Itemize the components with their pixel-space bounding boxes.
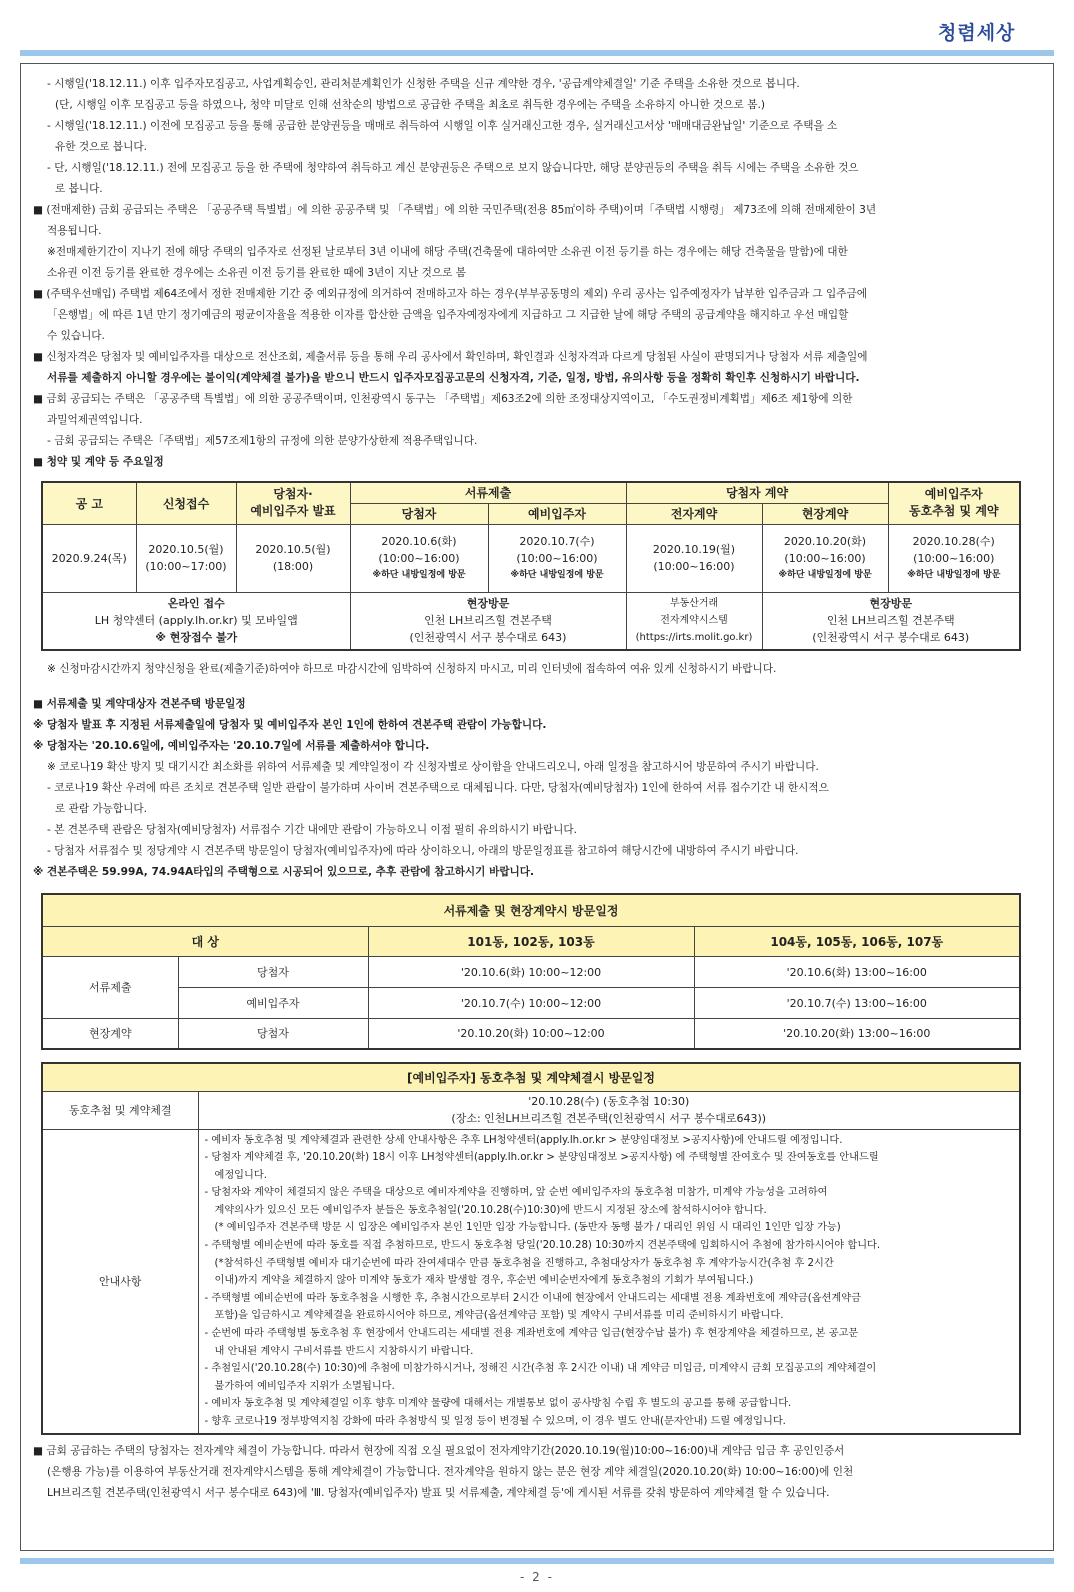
place-visit-title: 현장방문 (466, 597, 510, 611)
place-online-site: LH 청약센터 (apply.lh.or.kr) 및 모바일앱 (94, 614, 298, 628)
place-e-contract (626, 592, 762, 650)
text-line: - 시행일('18.12.11.) 이후 입주자모집공고, 사업계획승인, 관리처분계획인가 신청한 주택을 신규 계약한 경우, '공급계약체결일' 기준 주택을 소유한 것으로 봅니다. (47, 78, 800, 90)
text-line: LH브리즈힐 견본주택(인천광역시 서구 봉수대로 643)에 'Ⅲ. 당첨자(예비입주자) 발표 및 서류제출, 계약체결 등'에 게시된 서류를 갖춰 방문하여 계약체결 할 수 있습니다. (47, 1486, 830, 1499)
date-contract-site-note: ※하단 내방일정에 방문 (778, 569, 872, 580)
place-visit2-name: 인천 LH브리즈힐 견본주택 (826, 614, 955, 628)
text-line: - 단, 시행일('18.12.11.) 전에 모집공고 등을 한 주택에 청약하여 취득하고 계신 분양권등은 주택으로 보지 않습니다만, 해당 분양권등의 주택을 취득 시에는 주택을 소유한 것으 (47, 162, 859, 174)
integrity-logo (938, 18, 1048, 48)
date-apply (136, 524, 236, 592)
date-reserve-note: ※하단 내방일정에 방문 (907, 569, 1001, 580)
visit-sub: 예비입주자 (178, 987, 368, 1018)
text-line: 내 안내된 계약시 구비서류를 반드시 지참하시기 바랍니다. (214, 1345, 474, 1357)
date-winner-time: (18:00) (272, 560, 314, 573)
place-visit (350, 592, 626, 650)
date-docs-reserve-day: 2020.10.7(수) (519, 534, 595, 548)
page-number: - 2 - (520, 1570, 554, 1584)
date-apply-day: 2020.10.5(월) (148, 543, 224, 556)
date-winner (236, 524, 350, 592)
table-row (42, 1018, 1020, 1049)
visit-cat-docs: 서류제출 (42, 956, 178, 1018)
col-contract: 당첨자 계약 (626, 482, 888, 503)
date-contract-e-day: 2020.10.19(월) (652, 543, 736, 556)
text-line: - 주택형별 예비순번에 따라 동호추첨을 시행한 후, 추첨시간으로부터 2시간 이내에 현장에서 안내드리는 세대별 전용 계좌번호에 계약금(옵션계약금 (204, 1292, 861, 1304)
visit-schedule-table (41, 893, 1021, 1050)
text-line: - 추첨일시('20.10.28(수) 10:30)에 추첨에 미참가하시거나, 정해진 시간(추첨 후 2시간 이내) 내 계약금 미입금, 미계약시 금회 모집공고의 계약체결이 (204, 1363, 877, 1375)
visit-sub: 당첨자 (178, 956, 368, 987)
date-contract-site-time: (10:00~16:00) (784, 551, 866, 565)
col-winner-line2: 예비입주자 발표 (250, 504, 336, 519)
guide-row1-label: 동호추첨 및 계약체결 (42, 1091, 198, 1129)
visit-time-g1: '20.10.20(화) 10:00~12:00 (368, 1018, 694, 1049)
col-reserve-line2: 동호추첨 및 계약 (909, 504, 999, 519)
date-contract-site (762, 524, 888, 592)
text-line: ■ 서류제출 및 계약대상자 견본주택 방문일정 (33, 698, 246, 710)
text-line: - 당첨자 서류접수 및 정당계약 시 견본주택 방문일이 당첨자(예비입주자)에 따라 상이하오니, 아래의 방문일정표를 참고하여 해당시간에 내방하여 주시기 바랍니다. (47, 845, 799, 857)
text-line: ■ 신청자격은 당첨자 및 예비입주자를 대상으로 전산조회, 제출서류 등을 통해 우리 공사에서 확인하며, 확인결과 신청자격과 다르게 당첨된 사실이 판명되거나 당첨자 서류 제출일에 (33, 351, 868, 363)
guide-row2-label: 안내사항 (42, 1129, 198, 1434)
place-visit-address: (인천광역시 서구 봉수대로 643) (409, 631, 567, 645)
text-line: (은행용 가능)를 이용하여 부동산거래 전자계약시스템을 통해 계약체결이 가능합니다. 전자계약을 원하지 않는 분은 현장 계약 체결일(2020.10.20(화) 10:00~16:00)에 인천 (47, 1465, 854, 1478)
col-contract-e: 전자계약 (626, 503, 762, 524)
footer-rule (20, 1558, 1054, 1564)
place-e-title: 부동산거래 (669, 598, 719, 610)
text-line: ※ 신청마감시간까지 청약신청을 완료(제출기준)하여야 하므로 마감시간에 임박하여 신청하지 마시고, 미리 인터넷에 접속하여 여유 있게 신청하시기 바랍니다. (47, 663, 777, 675)
text-line: 과밀억제권역입니다. (47, 414, 143, 426)
guide-draw-place: (장소: 인천LH브리즈힐 견본주택(인천광역시 서구 봉수대로643)) (451, 1112, 767, 1125)
schedule-places-row (42, 592, 1020, 650)
place-e-url[interactable]: (https://irts.molit.go.kr) (635, 632, 753, 644)
text-line: - 당첨자와 계약이 체결되지 않은 주택을 대상으로 예비자계약을 진행하며, 앞 순번 예비입주자의 동호추첨 미참가, 미계약 가능성을 고려하여 (204, 1187, 828, 1199)
main-schedule-table (41, 481, 1021, 651)
text-line: - 금회 공급되는 주택은「주택법」제57조제1항의 규정에 의한 분양가상한제 적용주택입니다. (47, 435, 478, 447)
text-line: - 예비자 동호추첨 및 계약체결일 이후 향후 미계약 물량에 대해서는 개별통보 없이 공사방침 수립 후 별도의 공고를 통해 공급합니다. (204, 1398, 792, 1410)
date-contract-e (626, 524, 762, 592)
col-winner-line1: 당첨자· (273, 487, 313, 502)
guide-row2-text (198, 1129, 1020, 1434)
visit-time-g1: '20.10.6(화) 10:00~12:00 (368, 956, 694, 987)
visit-time-g2: '20.10.20(화) 13:00~16:00 (694, 1018, 1020, 1049)
text-line: ※ 당첨자 발표 후 지정된 서류제출일에 당첨자 및 예비입주자 본인 1인에 한하여 견본주택 관람이 가능합니다. (33, 719, 547, 731)
visit-table-title: 서류제출 및 현장계약시 방문일정 (42, 894, 1020, 926)
date-docs-winner-time: (10:00~16:00) (378, 551, 460, 565)
date-apply-time: (10:00~17:00) (145, 560, 227, 573)
text-line: 로 봅니다. (55, 183, 103, 195)
date-docs-winner-note: ※하단 내방일정에 방문 (372, 569, 466, 580)
text-line: ※ 견본주택은 59.99A, 74.94A타입의 주택형으로 시공되어 있으므로, 추후 관람에 참고하시기 바랍니다. (33, 866, 535, 878)
text-line: 적용됩니다. (47, 225, 102, 237)
text-line: 소유권 이전 등기를 완료한 경우에는 소유권 이전 등기를 완료한 때에 3년이 지난 것으로 봄 (47, 267, 466, 279)
visit-col-target: 대 상 (42, 926, 368, 956)
text-line: - 예비자 동호추첨 및 계약체결과 관련한 상세 안내사항은 추후 LH청약센터(apply.lh.or.kr > 분양임대정보 >공지사항)에 안내드릴 예정입니다. (204, 1134, 843, 1146)
date-docs-winner-day: 2020.10.6(화) (381, 534, 457, 548)
col-apply: 신청접수 (136, 482, 236, 524)
text-line: 불가하여 예비입주자 지위가 소멸됩니다. (214, 1380, 395, 1392)
date-docs-reserve-note: ※하단 내방일정에 방문 (510, 569, 604, 580)
date-contract-e-time: (10:00~16:00) (653, 560, 735, 573)
visit-col-group2: 104동, 105동, 106동, 107동 (694, 926, 1020, 956)
col-reserve (888, 482, 1020, 524)
place-visit-name: 인천 LH브리즈힐 견본주택 (424, 614, 552, 628)
text-line: 유한 것으로 봅니다. (55, 141, 147, 153)
date-reserve-day: 2020.10.28(수) (912, 534, 995, 548)
col-docs: 서류제출 (350, 482, 626, 503)
text-line: 포함)을 입금하시고 계약체결을 완료하시어야 하므로, 계약금(옵션계약금 포함) 및 계약시 구비서류를 미리 준비하시기 바랍니다. (214, 1310, 784, 1322)
text-line: ■ 금회 공급되는 주택은 「공공주택 특별법」에 의한 공공주택이며, 인천광역시 동구는 「주택법」제63조2에 의한 조정대상지역이고, 「수도권정비계획법」제6조 제1항에 의한 (33, 393, 853, 405)
text-line: 계약의사가 있으신 모든 예비입주자 분들은 동호추첨일('20.10.28(수)10:30)에 반드시 지정된 장소에 참석하시어야 합니다. (214, 1204, 767, 1216)
reserve-guide-table (41, 1062, 1021, 1435)
date-docs-reserve-time: (10:00~16:00) (516, 551, 598, 565)
text-line: ※전매제한기간이 지나기 전에 해당 주택의 입주자로 선정된 날로부터 3년 이내에 해당 주택(건축물에 대하여만 소유권 이전 등기를 하는 경우에는 해당 건축물을 말함)에 대한 (47, 246, 848, 258)
table-row (42, 956, 1020, 987)
text-line: - 향후 코로나19 정부방역지침 강화에 따라 추첨방식 및 일정 등이 변경될 수 있으며, 이 경우 별도 안내(문자안내) 드릴 예정입니다. (204, 1416, 786, 1427)
logo-text: 청렴세상 (938, 22, 1016, 44)
visit-notes-section (33, 659, 1041, 883)
notice-body (20, 63, 1054, 1551)
visit-time-g1: '20.10.7(수) 10:00~12:00 (368, 987, 694, 1018)
date-winner-day: 2020.10.5(월) (255, 543, 331, 556)
guide-title: [예비입주자] 동호추첨 및 계약체결시 방문일정 (42, 1063, 1020, 1091)
date-reserve-time: (10:00~16:00) (913, 551, 995, 565)
visit-time-g2: '20.10.7(수) 13:00~16:00 (694, 987, 1020, 1018)
text-line: ■ (전매제한) 금회 공급되는 주택은 「공공주택 특별법」에 의한 공공주택 및 「주택법」에 의한 국민주택(전용 85㎡이하 주택)이며「주택법 시행령」 제73조에 의해 전매제한이 3년 (33, 204, 877, 216)
date-notice: 2020.9.24(목) (42, 524, 136, 592)
text-line: - 시행일('18.12.11.) 이전에 모집공고 등을 통해 공급한 분양권등을 매매로 취득하여 시행일 이후 실거래신고한 경우, 실거래신고서상 '매매대금완납일' 기준으로 주택을 소 (47, 120, 838, 132)
text-line (33, 680, 1041, 694)
place-visit2-title: 현장방문 (869, 597, 913, 611)
col-contract-site: 현장계약 (762, 503, 888, 524)
text-line: - 본 견본주택 관람은 당첨자(예비당첨자) 서류접수 기간 내에만 관람이 가능하오니 이점 필히 유의하시기 바랍니다. (47, 824, 577, 836)
text-line: - 당첨자 계약체결 후, '20.10.20(화) 18시 이후 LH청약센터(apply.lh.or.kr > 분양임대정보 >공지사항) 에 주택형별 잔여호수 및 잔여동호를 안내드릴 (204, 1152, 879, 1164)
text-line: 이내)까지 계약을 체결하지 않아 미계약 동호가 재차 발생할 경우, 후순번 예비순번자에게 동호추첨의 기회가 부여됩니다.) (214, 1275, 754, 1287)
text-line: - 코로나19 확산 우려에 따른 조치로 견본주택 일반 관람이 불가하며 사이버 견본주택으로 대체됩니다. 다만, 당첨자(예비당첨자) 1인에 한하여 서류 접수기간 내 한시적으 (47, 782, 829, 794)
place-e-system: 전자계약시스템 (660, 615, 728, 627)
text-line: 「은행법」에 따른 1년 만기 정기예금의 평균이자율을 적용한 이자를 합산한 금액을 입주자예정자에게 지급하고 그 지급한 날에 해당 주택의 공급계약을 해지하고 우선 매입할 (47, 309, 849, 321)
visit-time-g2: '20.10.6(화) 13:00~16:00 (694, 956, 1020, 987)
visit-sub: 당첨자 (178, 1018, 368, 1049)
date-reserve (888, 524, 1020, 592)
text-line: ■ 금회 공급하는 주택의 당첨자는 전자계약 체결이 가능합니다. 따라서 현장에 직접 오실 필요없이 전자계약기간(2020.10.19(월)10:00~16:00)내 계약금 입금 후 공인인증서 (33, 1444, 845, 1457)
col-docs-reserve: 예비입주자 (488, 503, 626, 524)
guide-row1-value (198, 1091, 1020, 1129)
col-docs-winner: 당첨자 (350, 503, 488, 524)
intro-section (33, 74, 1041, 473)
place-visit2 (762, 592, 1020, 650)
text-line: 수 있습니다. (47, 330, 105, 342)
date-docs-reserve (488, 524, 626, 592)
text-line: - 순번에 따라 주택형별 동호추첨 후 현장에서 안내드리는 세대별 전용 계좌번호에 계약금 입금(현장수납 불가) 후 현장계약을 체결하므로, 본 공고문 (204, 1328, 859, 1340)
visit-cat-contract: 현장계약 (42, 1018, 178, 1049)
guide-draw-date: '20.10.28(수) (동호추첨 10:30) (528, 1095, 690, 1108)
schedule-dates-row (42, 524, 1020, 592)
col-notice: 공 고 (42, 482, 136, 524)
header-rule (20, 50, 1054, 56)
text-line: 서류를 제출하지 아니할 경우에는 불이익(계약체결 불가)을 받으니 반드시 입주자모집공고문의 신청자격, 기준, 일정, 방법, 유의사항 등을 정확히 확인후 신청하시기 바랍니다. (47, 372, 860, 384)
date-docs-winner (350, 524, 488, 592)
text-line: (*참석하신 주택형별 예비자 대기순번에 따라 잔여세대수 만큼 동호추첨을 진행하고, 추첨대상자가 동호추첨 후 계약가능시간(추첨 후 2시간 (214, 1257, 834, 1269)
table-row (42, 987, 1020, 1018)
text-line: ※ 코로나19 확산 방지 및 대기시간 최소화를 위하여 서류제출 및 계약일정이 각 신청자별로 상이함을 안내드리오니, 아래 일정을 참고하시어 방문하여 주시기 바랍니다. (47, 761, 819, 773)
text-line: 로 관람 가능합니다. (55, 803, 147, 815)
place-online-title: 온라인 접수 (167, 597, 225, 611)
date-contract-site-day: 2020.10.20(화) (783, 534, 867, 548)
text-line: (* 예비입주자 견본주택 방문 시 입장은 예비입주자 본인 1인만 입장 가능합니다. (동반자 동행 불가 / 대리인 위임 시 대리인 1인만 입장 가능) (214, 1222, 841, 1234)
place-online-note: ※ 현장접수 불가 (155, 631, 238, 645)
text-line: ■ (주택우선매입) 주택법 제64조에서 정한 전매제한 기간 중 예외규정에 의거하여 전매하고자 하는 경우(부부공동명의 제외) 우리 공사는 입주예정자가 납부한 입주금과 그 입주금에 (33, 288, 867, 300)
closing-section (33, 1441, 1041, 1504)
text-line: - 주택형별 예비순번에 따라 동호를 직접 추첨하므로, 반드시 동호추첨 당일('20.10.28) 10:30까지 견본주택에 입회하시어 추첨에 참가하시어야 합니다. (204, 1240, 881, 1252)
text-line: ■ 청약 및 계약 등 주요일정 (33, 456, 164, 468)
visit-col-group1: 101동, 102동, 103동 (368, 926, 694, 956)
col-winner (236, 482, 350, 524)
text-line: ※ 당첨자는 '20.10.6일에, 예비입주자는 '20.10.7일에 서류를 제출하셔야 합니다. (33, 740, 430, 752)
text-line: 예정입니다. (214, 1169, 267, 1181)
place-online (42, 592, 350, 650)
text-line: (단, 시행일 이후 모집공고 등을 하였으나, 청약 미달로 인해 선착순의 방법으로 공급한 주택을 최초로 취득한 경우에는 주택을 소유하지 아니한 것으로 봄.) (55, 99, 765, 111)
place-visit2-address: (인천광역시 서구 봉수대로 643) (812, 631, 970, 645)
col-reserve-line1: 예비입주자 (924, 487, 983, 502)
